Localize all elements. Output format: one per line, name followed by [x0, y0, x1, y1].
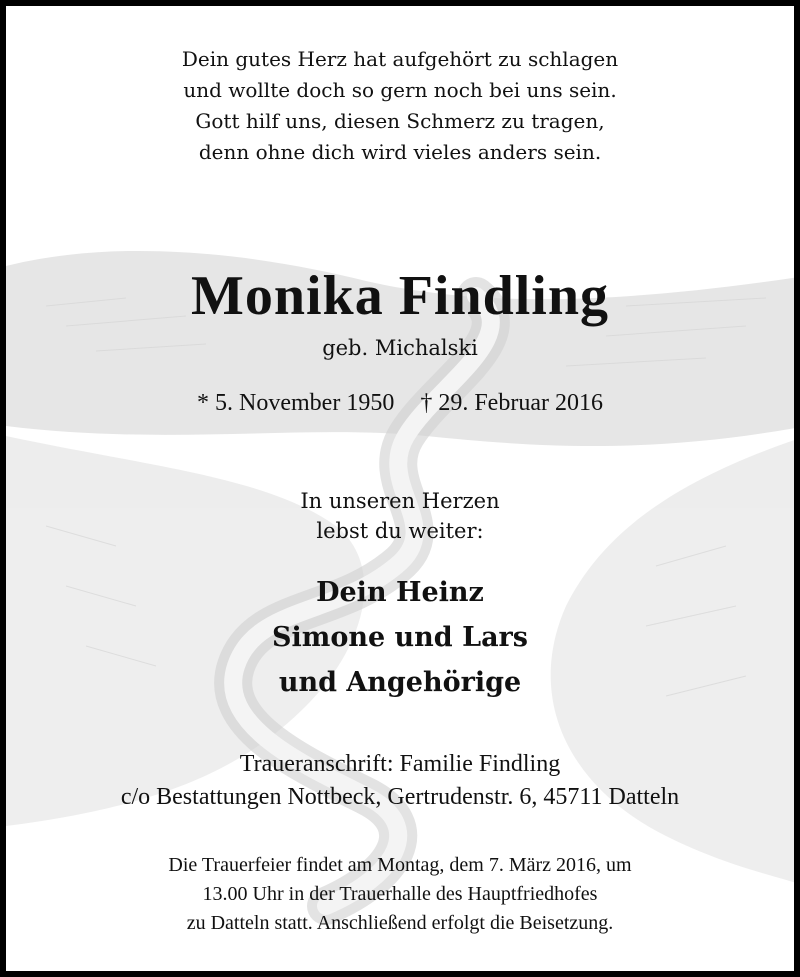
poem-line: und wollte doch so gern noch bei uns sein. [183, 78, 617, 102]
mourner-line: Dein Heinz [316, 577, 484, 608]
remembrance-text [6, 486, 794, 546]
poem-line: denn ohne dich wird vieles anders sein. [198, 140, 602, 164]
poem-line: Gott hilf uns, diesen Schmerz zu tragen, [195, 109, 605, 133]
funeral-service-info [6, 851, 794, 938]
maiden-name: geb. Michalski [322, 336, 478, 360]
life-dates [6, 387, 794, 419]
mourner-line: Simone und Lars [272, 622, 528, 653]
address-line: Traueranschrift: Familie Findling [239, 751, 561, 777]
birth-date: * 5. November 1950 [197, 390, 395, 416]
service-line: zu Datteln statt. Anschließend erfolgt die Beisetzung. [186, 912, 614, 934]
service-line: 13.00 Uhr in der Trauerhalle des Hauptfriedhofes [202, 883, 598, 905]
mourning-address [6, 748, 794, 814]
death-date: † 29. Februar 2016 [420, 390, 603, 416]
remembrance-line: In unseren Herzen [300, 489, 500, 513]
address-line: c/o Bestattungen Nottbeck, Gertrudenstr. 6, 45711 Datteln [120, 784, 680, 810]
mourners [6, 570, 794, 705]
mourner-line: und Angehörige [278, 667, 522, 698]
service-line: Die Trauerfeier findet am Montag, dem 7. März 2016, um [168, 854, 632, 876]
poem [6, 44, 794, 168]
poem-line: Dein gutes Herz hat aufgehört zu schlagen [181, 47, 619, 71]
remembrance-line: lebst du weiter: [316, 519, 484, 543]
deceased-name: Monika Findling [190, 265, 610, 327]
